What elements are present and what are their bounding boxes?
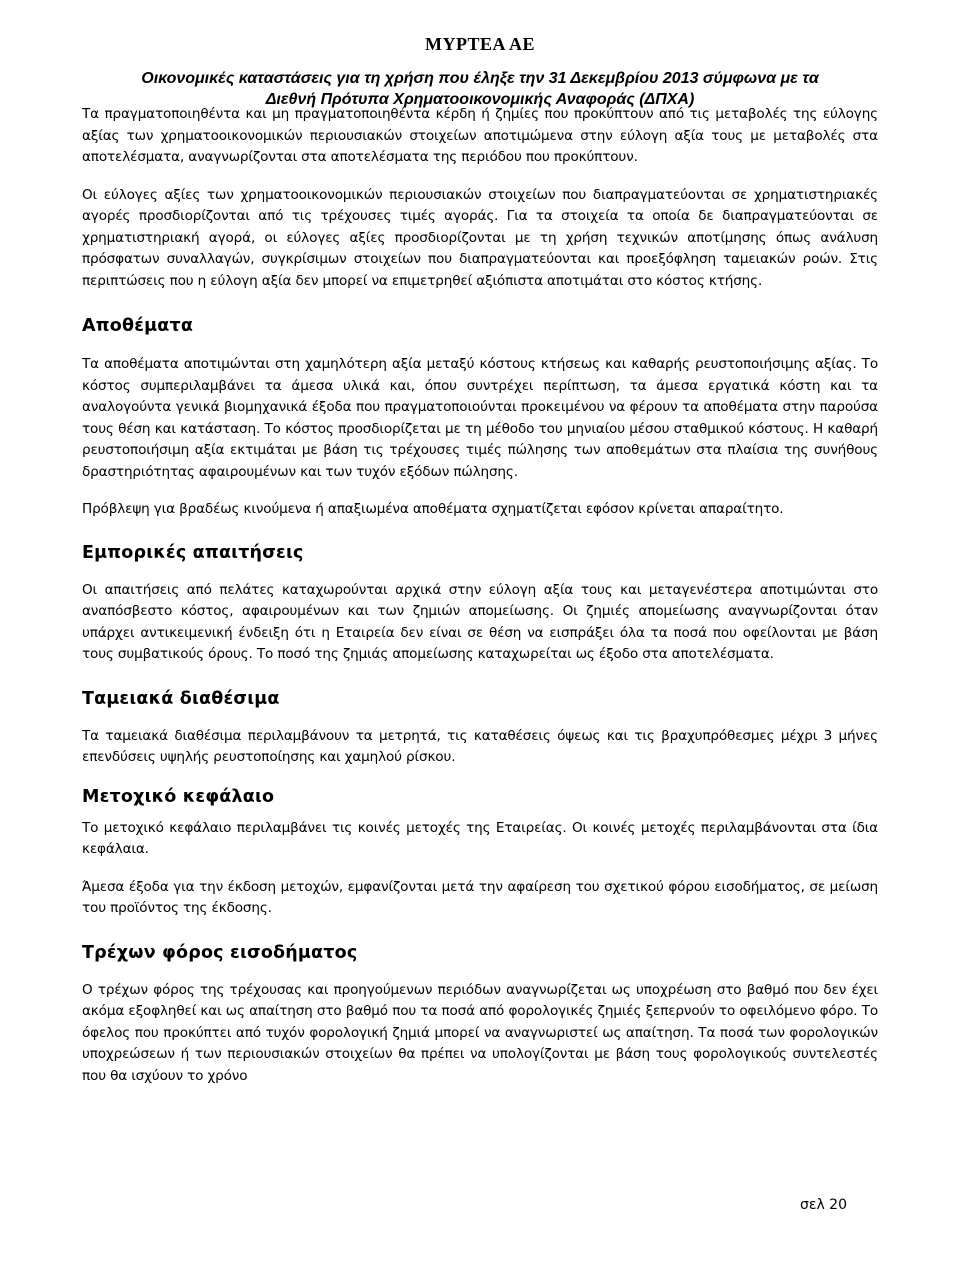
page-number: σελ 20 [800, 1197, 847, 1213]
section-heading-income-tax: Τρέχων φόρος εισοδήματος [82, 942, 358, 963]
section-heading-share-capital: Μετοχικό κεφάλαιο [82, 786, 275, 807]
cash-paragraph-1: Τα ταμειακά διαθέσιμα περιλαμβάνουν τα μετρητά, τις καταθέσεις όψεως και τις βραχυπρόθεσμες μέχρι 3 μήνες επενδύσεις υψηλής ρευστοποίησης και χαμηλού ρίσκου. [82, 727, 878, 765]
income-tax-paragraph-1: Ο τρέχων φόρος της τρέχουσας και προηγούμενων περιόδων αναγνωρίζεται ως υποχρέωση στο βαθμό που δεν έχει ακόμα εξοφληθεί και ως απαίτηση στο βαθμό που τα ποσά από φορολογικές ζημιές ξεπερνούν το οφειλόμενο φόρο. Το όφελος που προκύπτει από τυχόν φορολογική ζημιά μπορεί να αναγνωριστεί ως απαίτηση. Τα ποσά των φορολογικών υποχρεώσεων ή των περιουσιακών στοιχείων θα πρέπει να υπολογίζονται με βάση τους φορολογικούς συντελεστές που θα ισχύουν το χρόνο [82, 981, 878, 1084]
section-heading-receivables: Εμπορικές απαιτήσεις [82, 542, 304, 563]
receivables-paragraph-1: Οι απαιτήσεις από πελάτες καταχωρούνται αρχικά στην εύλογη αξία τους και μεταγενέστερα αποτιμώνται στο αναπόσβεστο κόστος, αφαιρουμένων και των ζημιών απομείωσης. Οι ζημιές απομείωσης αναγνωρίζονται όταν υπάρχει αντικειμενική ένδειξη ότι η Εταιρεία δεν είναι σε θέση να εισπράξει όλα τα ποσά που οφείλονται με βάση τους συμβατικούς όρους. Το ποσό της ζημιάς απομείωσης καταχωρείται ως έξοδο στα αποτελέσματα. [82, 581, 878, 662]
document-body [82, 104, 878, 1087]
intro-paragraph-1: Τα πραγματοποιηθέντα και μη πραγματοποιηθέντα κέρδη ή ζημίες που προκύπτουν από τις μεταβολές της εύλογης αξίας των χρηματοοικονομικών περιουσιακών στοιχείων αποτιμώμενα στην εύλογη αξία τους με μεταβολές στα αποτελέσματα, αναγνωρίζονται στα αποτελέσματα της περιόδου που προκύπτουν. [82, 106, 878, 165]
report-title-line-2: Διεθνή Πρότυπα Χρηματοοικονομικής Αναφοράς (ΔΠΧΑ) [265, 91, 695, 108]
share-capital-paragraph-1: Το μετοχικό κεφάλαιο περιλαμβάνει τις κοινές μετοχές της Εταιρείας. Οι κοινές μετοχές περιλαμβάνονται στα ίδια κεφάλαια. [82, 819, 878, 857]
report-title-line-1: Οικονομικές καταστάσεις για τη χρήση που έληξε την 31 Δεκεμβρίου 2013 σύμφωνα με τα [141, 70, 819, 87]
section-heading-inventories: Αποθέματα [82, 316, 194, 336]
intro-paragraph-2: Οι εύλογες αξίες των χρηματοοικονομικών περιουσιακών στοιχείων που διαπραγματεύονται σε χρηματιστηριακές αγορές προσδιορίζονται από τις τρέχουσες τιμές αγοράς. Για τα στοιχεία τα οποία δε διαπραγματεύονται σε χρηματιστηριακή αγορά, οι εύλογες αξίες προσδιορίζονται με τη χρήση τεχνικών αποτίμησης όπως ανάλυση πρόσφατων συναλλαγών, συγκρίσιμων στοιχείων που διαπραγματεύονται και προεξόφληση ταμειακών ροών. Στις περιπτώσεις που η εύλογη αξία δεν μπορεί να επιμετρηθεί αξιόπιστα αποτιμάται στο κόστος κτήσης. [82, 186, 878, 289]
inventories-paragraph-2: Πρόβλεψη για βραδέως κινούμενα ή απαξιωμένα αποθέματα σχηματίζεται εφόσον κρίνεται απαραίτητο. [82, 501, 784, 517]
company-name: ΜΥΡΤΕΑ ΑΕ [424, 34, 535, 54]
section-heading-cash: Ταμειακά διαθέσιμα [82, 688, 280, 709]
inventories-paragraph-1: Τα αποθέματα αποτιμώνται στη χαμηλότερη αξία μεταξύ κόστους κτήσεως και καθαρής ρευστοποιήσιμης αξίας. Το κόστος συμπεριλαμβάνει τα άμεσα υλικά και, όπου συντρέχει περίπτωση, τα άμεσα εργατικά κόστη και τα αναλογούντα γενικά βιομηχανικά έξοδα που πραγματοποιούνται προκειμένου να φέρουν τα αποθέματα στην παρούσα τους θέση και κατάσταση. Το κόστος προσδιορίζεται με τη μέθοδο του μηνιαίου μέσου σταθμικού κόστους. Η καθαρή ρευστοποιήσιμη αξία εκτιμάται με βάση τις τρέχουσες τιμές πώλησης των αποθεμάτων στα πλαίσια της συνήθους δραστηριότητας αφαιρουμένων και των τυχόν εξόδων πώλησης. [82, 356, 878, 480]
share-capital-paragraph-2: Άμεσα έξοδα για την έκδοση μετοχών, εμφανίζονται μετά την αφαίρεση του σχετικού φόρου εισοδήματος, σε μείωση του προϊόντος της έκδοσης. [82, 878, 878, 916]
